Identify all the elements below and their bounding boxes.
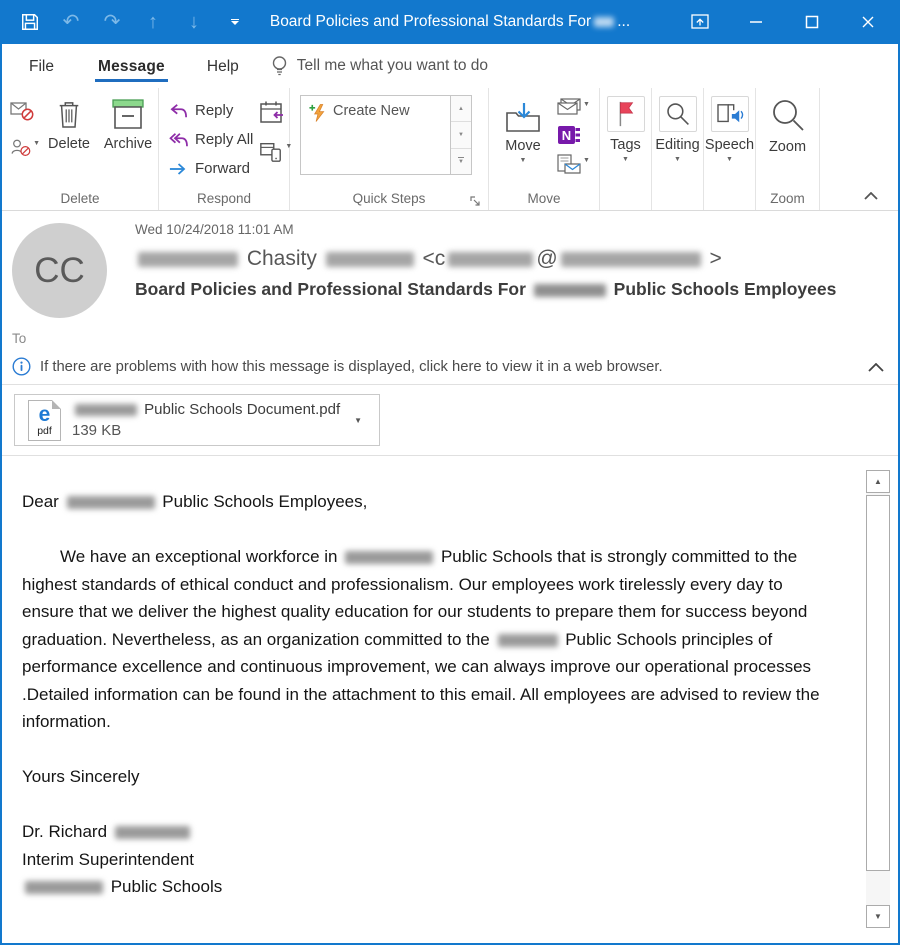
speech-caret: ▼ (726, 156, 733, 163)
signature-title: Interim Superintendent (22, 849, 194, 869)
move-button-label: Move (505, 138, 541, 154)
scrollbar-thumb[interactable] (866, 495, 890, 871)
attachment-menu-caret[interactable]: ▼ (354, 415, 363, 425)
rules-caret: ▼ (583, 101, 590, 108)
window-title: Board Policies and Professional Standards For ... (269, 13, 631, 30)
ribbon (2, 88, 898, 211)
forward-icon (169, 161, 189, 177)
gallery-scroll (450, 96, 471, 174)
more-respond-caret: ▼ (285, 143, 293, 150)
quick-steps-gallery (300, 95, 472, 175)
attachment-card[interactable] (14, 394, 380, 446)
reply-all-label: Reply All (195, 131, 254, 148)
lightbulb-icon (270, 55, 289, 77)
gallery-scroll-up[interactable]: ▲ (451, 96, 471, 122)
respond-group-label: Respond (196, 191, 252, 206)
quick-steps-dialog-launcher-icon[interactable] (470, 196, 480, 206)
scroll-up-icon[interactable]: ▲ (866, 470, 890, 493)
info-icon (12, 357, 31, 376)
attachments-area (2, 385, 898, 456)
minimize-icon[interactable] (728, 0, 784, 44)
next-item-icon[interactable]: ↓ (189, 11, 199, 33)
gallery-more[interactable]: ▼ (451, 149, 471, 174)
to-label: To (12, 331, 27, 346)
title-bar (2, 0, 898, 44)
message-date: Wed 10/24/2018 11:01 AM (135, 222, 294, 237)
actions-button[interactable] (557, 154, 590, 174)
window-controls (672, 0, 896, 44)
ribbon-group-editing (652, 88, 704, 210)
editing-label: Editing (655, 137, 700, 153)
sender-line[interactable]: Chasity <c @ > (135, 247, 838, 271)
ribbon-group-delete (2, 88, 159, 210)
ribbon-tabs (2, 44, 898, 88)
delete-button-label: Delete (48, 136, 90, 152)
message-body (2, 456, 898, 901)
speech-label: Speech (704, 137, 755, 153)
tags-label: Tags (610, 137, 641, 153)
create-new-quick-step[interactable] (301, 96, 450, 174)
forward-label: Forward (195, 160, 251, 177)
signature-org: Public Schools (22, 873, 838, 901)
trash-icon (56, 98, 82, 131)
archive-button-label: Archive (103, 136, 153, 152)
reply-all-button[interactable] (169, 125, 253, 154)
tab-message[interactable]: Message (95, 48, 168, 84)
zoom-magnifier-icon (770, 98, 806, 134)
more-respond-actions-button[interactable] (259, 140, 292, 164)
previous-item-icon[interactable]: ↑ (148, 11, 158, 33)
svg-text:N: N (561, 128, 572, 143)
collapse-header-icon[interactable] (868, 363, 884, 372)
ribbon-group-tags (600, 88, 652, 210)
find-icon (659, 96, 697, 132)
ribbon-spacer (820, 88, 898, 210)
move-group-label: Move (527, 191, 561, 206)
reply-icon (169, 103, 189, 119)
attachment-size: 139 KB (72, 422, 122, 439)
speech-button[interactable] (704, 88, 755, 163)
customize-toolbar-icon[interactable] (223, 8, 247, 36)
ignore-button[interactable] (10, 100, 40, 121)
message-header (2, 211, 898, 385)
onenote-button[interactable] (557, 124, 590, 146)
collapse-ribbon-icon[interactable] (864, 192, 878, 200)
ribbon-group-zoom (756, 88, 820, 210)
close-icon[interactable] (840, 0, 896, 44)
save-icon[interactable] (18, 8, 42, 36)
ribbon-group-quick-steps (290, 88, 489, 210)
body-paragraph-main: We have an exceptional workforce in Public Schools that is strongly committed to the highest standards of ethical conduct and professionalism. Our employees work tirelessly every day to ensure that we deliver the highest quality education for our students to prepare them for success beyond graduation. Nevertheless, as an organization committed to the Public Schools principles of performance excellence and continuous improvement, we can always improve our operational processes .Detailed information can be found in the attachment to this email. All employees are advised to review the information. (22, 547, 820, 731)
display-problems-banner[interactable] (12, 357, 663, 376)
ribbon-group-respond (159, 88, 293, 210)
banner-text: If there are problems with how this message is displayed, click here to view it in a web browser. (40, 358, 663, 375)
archive-icon (110, 98, 146, 131)
read-aloud-icon (711, 96, 749, 132)
ribbon-group-move (489, 88, 600, 210)
forward-button[interactable] (169, 154, 253, 183)
edge-logo: e (38, 402, 51, 426)
undo-icon[interactable]: ↶ (62, 11, 80, 33)
zoom-group-label: Zoom (770, 191, 805, 206)
ribbon-display-options-icon[interactable] (672, 0, 728, 44)
block-sender-button[interactable] (10, 137, 40, 158)
zoom-button[interactable] (756, 88, 819, 155)
gallery-scroll-down[interactable]: ▼ (451, 122, 471, 148)
editing-caret: ▼ (674, 156, 681, 163)
body-paragraph-closing: Yours Sincerely (22, 767, 140, 786)
block-sender-caret: ▼ (33, 140, 40, 147)
signature-name: Dr. Richard (22, 818, 838, 846)
quick-access-toolbar (18, 0, 247, 44)
pdf-file-icon (28, 400, 61, 441)
pdf-label: pdf (37, 424, 52, 437)
move-caret: ▼ (519, 157, 527, 164)
meeting-button[interactable] (259, 100, 292, 126)
tab-help[interactable]: Help (206, 58, 239, 75)
flag-icon (607, 96, 645, 132)
create-new-label: Create New (333, 103, 410, 119)
reply-all-icon (169, 132, 189, 148)
scroll-down-icon[interactable]: ▼ (866, 905, 890, 928)
message-body-area (2, 456, 898, 942)
zoom-button-label: Zoom (768, 139, 807, 155)
body-scrollbar[interactable] (866, 470, 890, 928)
actions-caret: ▼ (583, 157, 590, 164)
tags-caret: ▼ (622, 156, 629, 163)
reply-button[interactable] (169, 96, 253, 125)
attachment-name: Public Schools Document.pdf (72, 401, 340, 418)
quick-steps-group-label: Quick Steps (352, 191, 426, 206)
delete-group-label: Delete (60, 191, 100, 206)
create-new-icon (308, 103, 327, 123)
reply-label: Reply (195, 102, 234, 119)
avatar: CC (12, 223, 107, 318)
tell-me-label: Tell me what you want to do (296, 57, 489, 74)
editing-button[interactable] (652, 88, 703, 163)
tags-button[interactable] (600, 88, 651, 163)
move-folder-icon (505, 101, 541, 133)
tell-me-search[interactable] (270, 55, 488, 77)
rules-button[interactable] (557, 98, 590, 116)
maximize-icon[interactable] (784, 0, 840, 44)
ribbon-group-speech (704, 88, 756, 210)
redo-icon[interactable]: ↷ (103, 11, 121, 33)
body-paragraph-greeting: Dear Public Schools Employees, (22, 492, 368, 511)
tab-file[interactable]: File (29, 58, 54, 75)
subject-line: Board Policies and Professional Standards For Public Schools Employees (135, 279, 837, 299)
